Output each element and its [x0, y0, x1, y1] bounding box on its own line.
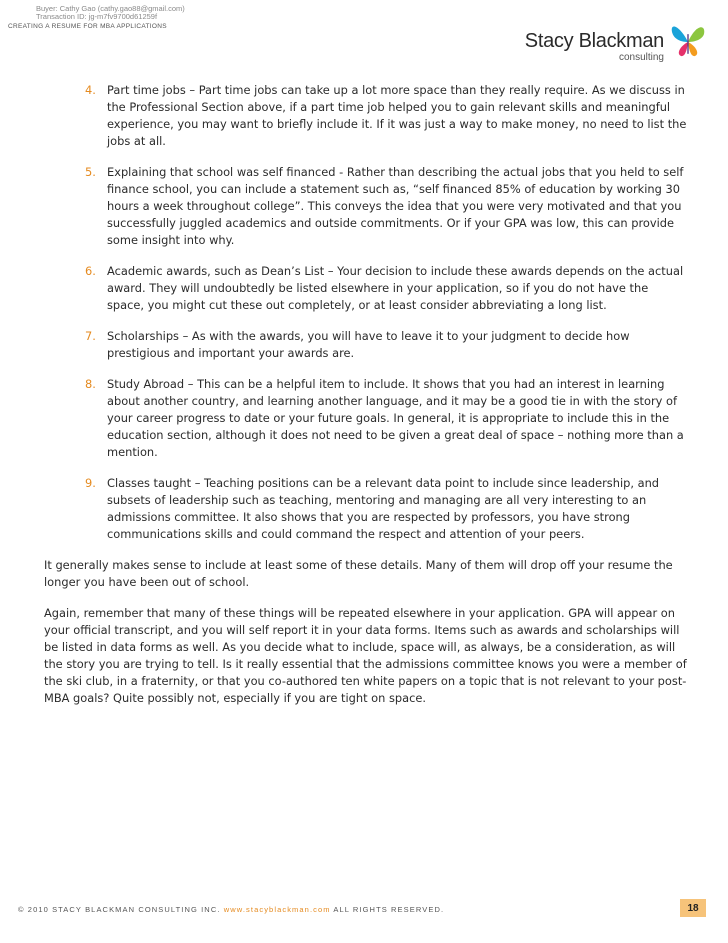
body-paragraph: It generally makes sense to include at least some of these details. Many of them will drop off your resume the longer you have been out of school. — [44, 558, 673, 589]
list-item — [85, 164, 688, 249]
transaction-line: Transaction ID: jg-m7fv9700d61259f — [36, 12, 158, 21]
list-number: 6. — [85, 264, 96, 278]
list-number: 4. — [85, 83, 96, 97]
considerations-list — [0, 82, 728, 543]
list-text: Explaining that school was self financed - Rather than describing the actual jobs that you held to self finance school, you can include a statement such as, “self financed 85% of education by working 30 hours a week throughout college”. This conveys the idea that you were very motivated and that you successfully juggled academics and outside commitments. Or if your GPA was low, this can provide some insight into why. — [107, 165, 684, 247]
list-number: 7. — [85, 329, 96, 343]
list-text: Part time jobs – Part time jobs can take up a lot more space than they really require. As we discuss in the Professional Section above, if a part time job helped you to gain relevant skills and meaningful experience, you may want to briefly include it. If it was just a way to make money, no need to list the jobs at all. — [107, 83, 687, 148]
buyer-line: Buyer: Cathy Gao (cathy.gao88@gmail.com) — [36, 4, 185, 13]
list-text: Study Abroad – This can be a helpful item to include. It shows that you had an interest in learning about another country, and learning another language, and it may be a good tie in with the story of your career progress to date or your future goals. In general, it is appropriate to include this in the education section, although it does not need to be given a great deal of space – nothing more than a mention. — [107, 377, 684, 459]
butterfly-icon — [668, 20, 708, 64]
list-item — [85, 82, 688, 150]
list-number: 5. — [85, 165, 96, 179]
list-number: 9. — [85, 476, 96, 490]
list-text: Classes taught – Teaching positions can be a relevant data point to include since leadership, and subsets of leadership such as teaching, mentoring and managing are all very interesting to an admissions committee. It also shows that you are respected by professors, you have strong communications skills and could command the respect and attention of your peers. — [107, 476, 660, 541]
list-item — [85, 263, 688, 314]
list-item — [85, 475, 688, 543]
list-item — [85, 328, 688, 362]
body-paragraph: Again, remember that many of these things will be repeated elsewhere in your application. GPA will appear on your official transcript, and you will self report it in your data forms. Items such as awards and scholarships will be listed in data forms as well. As you decide what to include, space will, as always, be a consideration, as will the story you are trying to tell. Is it really essential that the admissions committee knows you were a member of the ski club, in a fraternity, or that you co-authored ten white papers on a topic that is not relevant to your post-MBA goals? Quite possibly not, especially if you are tight on space. — [44, 606, 687, 705]
list-number: 8. — [85, 377, 96, 391]
page-content — [0, 82, 728, 721]
buyer-watermark — [36, 5, 185, 21]
list-item — [85, 376, 688, 461]
footer-url[interactable]: www.stacyblackman.com — [223, 905, 331, 914]
list-text: Academic awards, such as Dean’s List – Your decision to include these awards depends on the actual award. They will undoubtedly be listed elsewhere in your application, so if you do not have the space, you might cut these out completely, or at least consider abbreviating a long list. — [107, 264, 684, 312]
list-text: Scholarships – As with the awards, you will have to leave it to your judgment to decide how prestigious and important your awards are. — [107, 329, 630, 360]
page-number: 18 — [680, 899, 706, 917]
company-logo — [508, 20, 708, 68]
footer-copyright: © 2010 STACY BLACKMAN CONSULTING INC. — [18, 905, 221, 914]
footer — [18, 905, 444, 914]
logo-name: Stacy Blackman — [524, 30, 664, 52]
document-header-label: CREATING A RESUME FOR MBA APPLICATIONS — [8, 23, 167, 30]
footer-rights: ALL RIGHTS RESERVED. — [333, 905, 445, 914]
logo-subtitle: consulting — [618, 52, 664, 63]
